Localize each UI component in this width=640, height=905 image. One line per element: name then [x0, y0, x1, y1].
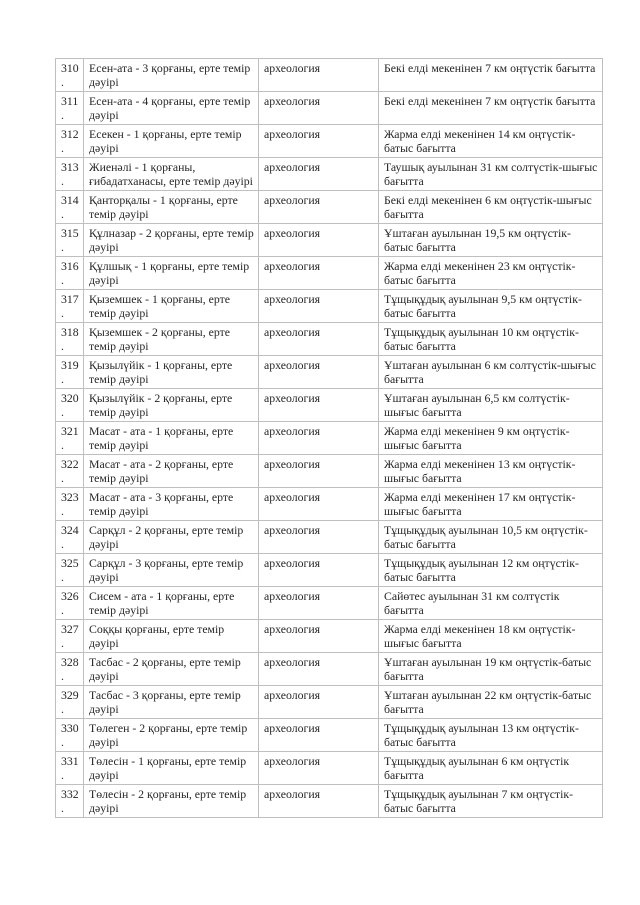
row-number-cell: 317.	[56, 290, 84, 323]
monument-name-cell: Құлназар - 2 қорғаны, ерте темір дәуірі	[84, 224, 259, 257]
row-number-cell: 326.	[56, 587, 84, 620]
category-cell: археология	[259, 686, 379, 719]
row-number-cell: 318.	[56, 323, 84, 356]
row-number-cell: 323.	[56, 488, 84, 521]
monument-name-cell: Тасбас - 3 қорғаны, ерте темір дәуірі	[84, 686, 259, 719]
location-cell: Жарма елді мекенінен 9 км оңтүстік-шығыс бағытта	[379, 422, 603, 455]
category-cell: археология	[259, 356, 379, 389]
table-row	[56, 290, 603, 323]
location-cell: Сайөтес ауылынан 31 км солтүстік бағытта	[379, 587, 603, 620]
category-cell: археология	[259, 257, 379, 290]
category-cell: археология	[259, 323, 379, 356]
monument-name-cell: Сарқұл - 3 қорғаны, ерте темір дәуірі	[84, 554, 259, 587]
location-cell: Ұштаған ауылынан 6 км солтүстік-шығыс бағытта	[379, 356, 603, 389]
table-row	[56, 92, 603, 125]
row-number-cell: 328.	[56, 653, 84, 686]
monument-name-cell: Есекен - 1 қорғаны, ерте темір дәуірі	[84, 125, 259, 158]
location-cell: Тұщықұдық ауылынан 9,5 км оңтүстік-батыс бағытта	[379, 290, 603, 323]
location-cell: Тұщықұдық ауылынан 10,5 км оңтүстік-батыс бағытта	[379, 521, 603, 554]
row-number-cell: 315.	[56, 224, 84, 257]
location-cell: Ұштаған ауылынан 19,5 км оңтүстік-батыс бағытта	[379, 224, 603, 257]
monument-name-cell: Масат - ата - 3 қорғаны, ерте темір дәуірі	[84, 488, 259, 521]
location-cell: Ұштаған ауылынан 22 км оңтүстік-батыс бағытта	[379, 686, 603, 719]
category-cell: археология	[259, 224, 379, 257]
row-number-cell: 312.	[56, 125, 84, 158]
category-cell: археология	[259, 290, 379, 323]
table-row	[56, 455, 603, 488]
monument-name-cell: Қанторқалы - 1 қорғаны, ерте темір дәуірі	[84, 191, 259, 224]
row-number-cell: 321.	[56, 422, 84, 455]
row-number-cell: 310.	[56, 59, 84, 92]
table-row	[56, 125, 603, 158]
row-number-cell: 327.	[56, 620, 84, 653]
location-cell: Жарма елді мекенінен 13 км оңтүстік-шығыс бағытта	[379, 455, 603, 488]
monument-name-cell: Тасбас - 2 қорғаны, ерте темір дәуірі	[84, 653, 259, 686]
row-number-cell: 325.	[56, 554, 84, 587]
row-number-cell: 314.	[56, 191, 84, 224]
location-cell: Таушық ауылынан 31 км солтүстік-шығыс бағытта	[379, 158, 603, 191]
table-row	[56, 686, 603, 719]
table-row	[56, 158, 603, 191]
category-cell: археология	[259, 455, 379, 488]
table-row	[56, 191, 603, 224]
location-cell: Ұштаған ауылынан 19 км оңтүстік-батыс бағытта	[379, 653, 603, 686]
row-number-cell: 319.	[56, 356, 84, 389]
monument-name-cell: Төлесін - 1 қорғаны, ерте темір дәуірі	[84, 752, 259, 785]
category-cell: археология	[259, 59, 379, 92]
category-cell: археология	[259, 785, 379, 818]
monument-name-cell: Сарқұл - 2 қорғаны, ерте темір дәуірі	[84, 521, 259, 554]
category-cell: археология	[259, 587, 379, 620]
category-cell: археология	[259, 125, 379, 158]
monument-name-cell: Есен-ата - 4 қорғаны, ерте темір дәуірі	[84, 92, 259, 125]
monument-name-cell: Есен-ата - 3 қорғаны, ерте темір дәуірі	[84, 59, 259, 92]
row-number-cell: 320.	[56, 389, 84, 422]
category-cell: археология	[259, 620, 379, 653]
monument-name-cell: Қыземшек - 2 қорғаны, ерте темір дәуірі	[84, 323, 259, 356]
monument-name-cell: Құлшық - 1 қорғаны, ерте темір дәуірі	[84, 257, 259, 290]
category-cell: археология	[259, 752, 379, 785]
table-row	[56, 323, 603, 356]
monument-name-cell: Төлесін - 2 қорғаны, ерте темір дәуірі	[84, 785, 259, 818]
category-cell: археология	[259, 521, 379, 554]
category-cell: археология	[259, 422, 379, 455]
row-number-cell: 330.	[56, 719, 84, 752]
category-cell: археология	[259, 92, 379, 125]
category-cell: археология	[259, 191, 379, 224]
monument-name-cell: Төлеген - 2 қорғаны, ерте темір дәуірі	[84, 719, 259, 752]
location-cell: Тұщықұдық ауылынан 12 км оңтүстік-батыс бағытта	[379, 554, 603, 587]
monument-name-cell: Қызылүйік - 1 қорғаны, ерте темір дәуірі	[84, 356, 259, 389]
location-cell: Бекі елді мекенінен 6 км оңтүстік-шығыс бағытта	[379, 191, 603, 224]
row-number-cell: 329.	[56, 686, 84, 719]
monuments-table	[55, 58, 603, 818]
row-number-cell: 332.	[56, 785, 84, 818]
location-cell: Жарма елді мекенінен 18 км оңтүстік-шығыс бағытта	[379, 620, 603, 653]
table-row	[56, 59, 603, 92]
table-row	[56, 587, 603, 620]
category-cell: археология	[259, 389, 379, 422]
table-row	[56, 488, 603, 521]
location-cell: Жарма елді мекенінен 14 км оңтүстік-батыс бағытта	[379, 125, 603, 158]
monument-name-cell: Масат - ата - 1 қорғаны, ерте темір дәуірі	[84, 422, 259, 455]
location-cell: Тұщықұдық ауылынан 10 км оңтүстік-батыс бағытта	[379, 323, 603, 356]
table-row	[56, 620, 603, 653]
table-row	[56, 719, 603, 752]
category-cell: археология	[259, 653, 379, 686]
table-row	[56, 785, 603, 818]
location-cell: Жарма елді мекенінен 17 км оңтүстік-шығыс бағытта	[379, 488, 603, 521]
category-cell: археология	[259, 158, 379, 191]
table-row	[56, 356, 603, 389]
table-row	[56, 554, 603, 587]
row-number-cell: 324.	[56, 521, 84, 554]
category-cell: археология	[259, 719, 379, 752]
table-row	[56, 257, 603, 290]
monument-name-cell: Қызылүйік - 2 қорғаны, ерте темір дәуірі	[84, 389, 259, 422]
location-cell: Бекі елді мекенінен 7 км оңтүстік бағытта	[379, 59, 603, 92]
monument-name-cell: Жиенәлі - 1 қорғаны, ғибадатханасы, ерте темір дәуірі	[84, 158, 259, 191]
row-number-cell: 313.	[56, 158, 84, 191]
monument-name-cell: Қыземшек - 1 қорғаны, ерте темір дәуірі	[84, 290, 259, 323]
category-cell: археология	[259, 488, 379, 521]
row-number-cell: 311.	[56, 92, 84, 125]
location-cell: Жарма елді мекенінен 23 км оңтүстік-батыс бағытта	[379, 257, 603, 290]
table-row	[56, 422, 603, 455]
row-number-cell: 322.	[56, 455, 84, 488]
row-number-cell: 331.	[56, 752, 84, 785]
table-row	[56, 752, 603, 785]
location-cell: Бекі елді мекенінен 7 км оңтүстік бағытта	[379, 92, 603, 125]
location-cell: Тұщықұдық ауылынан 6 км оңтүстік бағытта	[379, 752, 603, 785]
monument-name-cell: Масат - ата - 2 қорғаны, ерте темір дәуірі	[84, 455, 259, 488]
table-row	[56, 389, 603, 422]
table-row	[56, 521, 603, 554]
monument-name-cell: Соққы қорғаны, ерте темір дәуірі	[84, 620, 259, 653]
row-number-cell: 316.	[56, 257, 84, 290]
location-cell: Тұщықұдық ауылынан 13 км оңтүстік-батыс бағытта	[379, 719, 603, 752]
location-cell: Ұштаған ауылынан 6,5 км солтүстік-шығыс бағытта	[379, 389, 603, 422]
category-cell: археология	[259, 554, 379, 587]
location-cell: Тұщықұдық ауылынан 7 км оңтүстік-батыс бағытта	[379, 785, 603, 818]
monument-name-cell: Сисем - ата - 1 қорғаны, ерте темір дәуірі	[84, 587, 259, 620]
table-row	[56, 224, 603, 257]
table-row	[56, 653, 603, 686]
